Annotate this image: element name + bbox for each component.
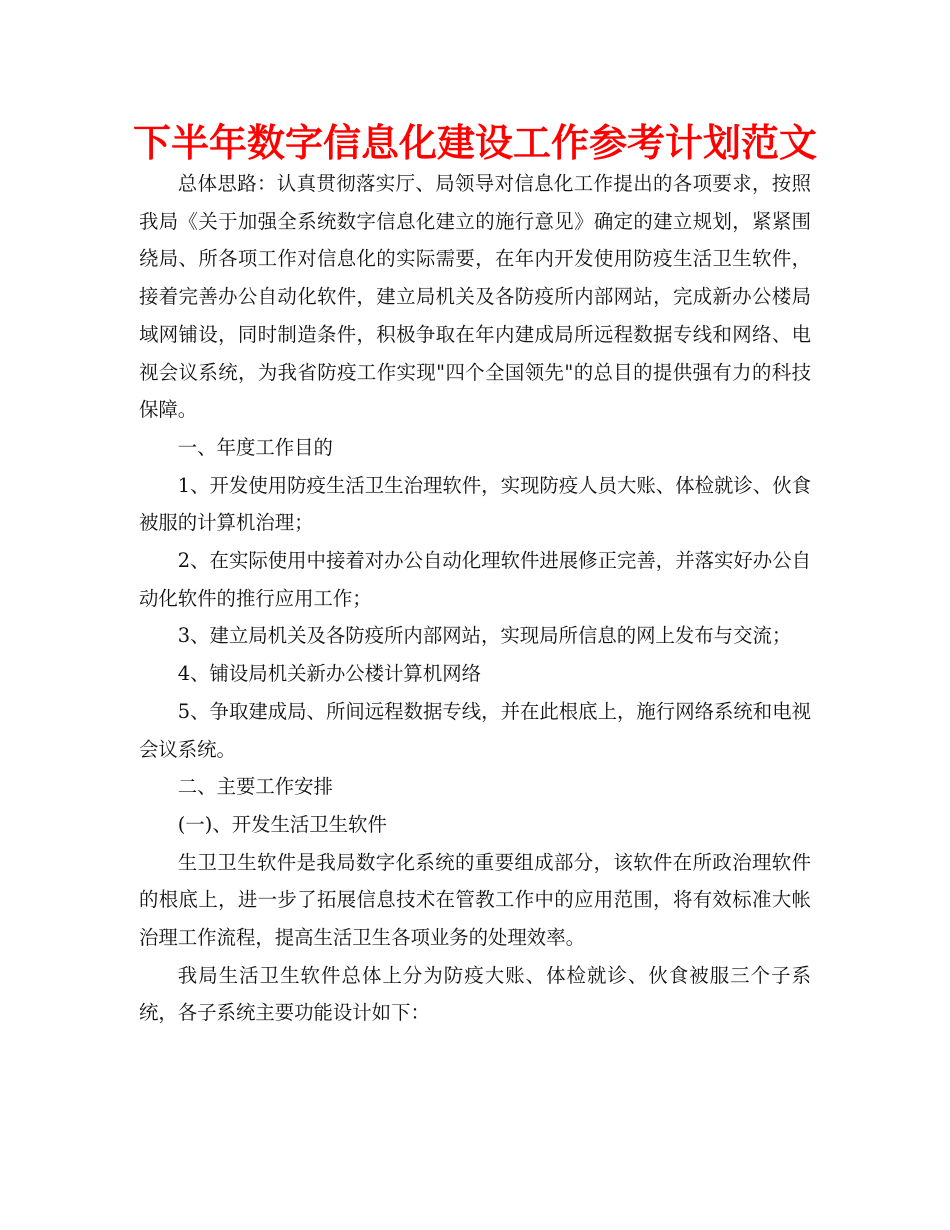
paragraph-goal-2: 2、在实际使用中接着对办公自动化理软件进展修正完善，并落实好办公自动化软件的推行应用工作； bbox=[139, 549, 811, 610]
paragraph-goal-3: 3、建立局机关及各防疫所内部网站，实现局所信息的网上发布与交流； bbox=[177, 624, 792, 648]
document-body bbox=[139, 165, 811, 1032]
section-heading-annual-goals: 一、年度工作目的 bbox=[177, 435, 333, 459]
paragraph-overview: 总体思路：认真贯彻落实厅、局领导对信息化工作提出的各项要求，按照我局《关于加强全系统数字信息化建立的施行意见》确定的建立规划，紧紧围绕局、所各项工作对信息化的实际需要，在年内开发使用防疫生活卫生软件，接着完善办公自动化软件，建立局机关及各防疫所内部网站，完成新办公楼局域网铺设，同时制造条件，积极争取在年内建成局所远程数据专线和网络、电视会议系统，为我省防疫工作实现"四个全国领先"的总目的提供强有力的科技保障。 bbox=[139, 172, 811, 422]
paragraph-goal-1: 1、开发使用防疫生活卫生治理软件，实现防疫人员大账、体检就诊、伙食被服的计算机治理； bbox=[139, 473, 811, 535]
paragraph-software-intro: 生卫卫生软件是我局数字化系统的重要组成部分，该软件在所政治理软件的根底上，进一步了拓展信息技术在管教工作中的应用范围，将有效标准大帐治理工作流程，提高生活卫生各项业务的处理效率。 bbox=[139, 850, 811, 950]
subsection-heading-software: (一)、开发生活卫生软件 bbox=[177, 812, 387, 836]
paragraph-goal-5: 5、争取建成局、所间远程数据专线，并在此根底上，施行网络系统和电视会议系统。 bbox=[139, 699, 811, 761]
paragraph-goal-4: 4、铺设局机关新办公楼计算机网络 bbox=[177, 662, 481, 686]
section-heading-main-work: 二、主要工作安排 bbox=[177, 775, 333, 799]
document-title: 下半年数字信息化建设工作参考计划范文 bbox=[132, 121, 817, 165]
paragraph-subsystems: 我局生活卫生软件总体上分为防疫大账、体检就诊、伙食被服三个子系统，各子系统主要功能设计如下： bbox=[139, 963, 811, 1025]
